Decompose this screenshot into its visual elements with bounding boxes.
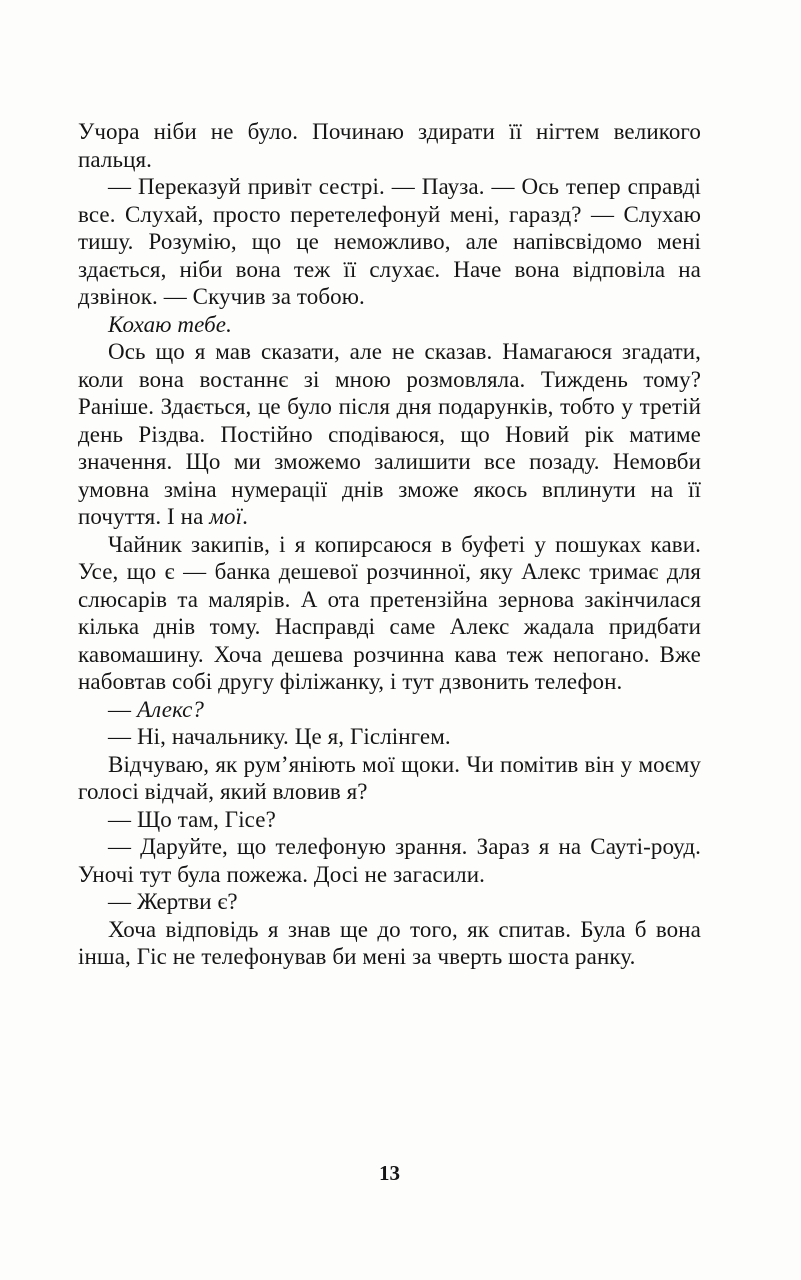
paragraph bbox=[78, 888, 701, 916]
paragraph-text: Відчуваю, як рум’яніють мої щоки. Чи помітив він у моєму голосі відчай, який вловив я? bbox=[78, 751, 701, 804]
paragraph bbox=[78, 173, 701, 311]
paragraph bbox=[78, 751, 701, 806]
paragraph-text: Чайник закипів, і я копирсаюся в буфеті у пошуках кави. Усе, що є — банка дешевої розчинної, яку Алекс тримає для слюсарів та малярів. А ота претензійна зернова закінчилася кілька днів тому. Насправді саме Алекс жадала придбати кавомашину. Хоча дешева розчинна кава теж непогано. Вже набовтав собі другу філіжанку, і тут дзвонить телефон. bbox=[78, 531, 701, 694]
page-number: 13 bbox=[379, 1161, 400, 1185]
paragraph-text: Ось що я мав сказати, але не сказав. Намагаюся згадати, коли вона востаннє зі мною розмовляла. Тиждень тому? Раніше. Здається, це було після дня подарунків, тобто у третій день Різдва. Постійно сподіваюся, що Новий рік матиме значення. Що ми зможемо залишити все позаду. Немовби умовна зміна нумерації днів зможе якось вплинути на її почуття. І на bbox=[78, 339, 701, 529]
paragraph bbox=[78, 118, 701, 173]
paragraph-text: — Ні, начальнику. Це я, Гіслінгем. bbox=[108, 724, 451, 749]
paragraph-text: — Переказуй привіт сестрі. — Пауза. — Ось тепер справді все. Слухай, просто перетелефонуй мені, гаразд? — Слухаю тишу. Розумію, що це неможливо, але напівсвідомо мені здається, ніби вона теж її слухає. Наче вона відповіла на дзвінок. — Скучив за тобою. bbox=[78, 174, 701, 309]
paragraph-text: — Даруйте, що телефоную зрання. Зараз я на Сауті-роуд. Уночі тут була пожежа. Досі не загасили. bbox=[78, 834, 701, 887]
paragraph-text: — bbox=[108, 696, 137, 722]
paragraph bbox=[78, 338, 701, 531]
paragraph-text: Хоча відповідь я знав ще до того, як спитав. Була б вона інша, Гіс не телефонував би мені за чверть шоста ранку. bbox=[78, 916, 701, 969]
paragraph-text: . bbox=[242, 504, 248, 529]
paragraph bbox=[78, 833, 701, 888]
paragraph bbox=[78, 696, 701, 724]
paragraph-text-italic: мої bbox=[209, 504, 243, 529]
paragraph bbox=[78, 723, 701, 751]
paragraph bbox=[78, 916, 701, 971]
paragraph-text: — Жертви є? bbox=[108, 889, 238, 914]
page-text-block bbox=[78, 118, 701, 971]
paragraph bbox=[78, 311, 701, 339]
paragraph-text: Учора ніби не було. Починаю здирати її нігтем великого пальця. bbox=[78, 119, 701, 172]
paragraph bbox=[78, 806, 701, 834]
paragraph-text-italic: Алекс? bbox=[136, 696, 205, 722]
paragraph bbox=[78, 531, 701, 696]
paragraph-text-italic: Кохаю тебе. bbox=[108, 311, 232, 337]
paragraph-text: — Що там, Гісе? bbox=[108, 806, 276, 832]
